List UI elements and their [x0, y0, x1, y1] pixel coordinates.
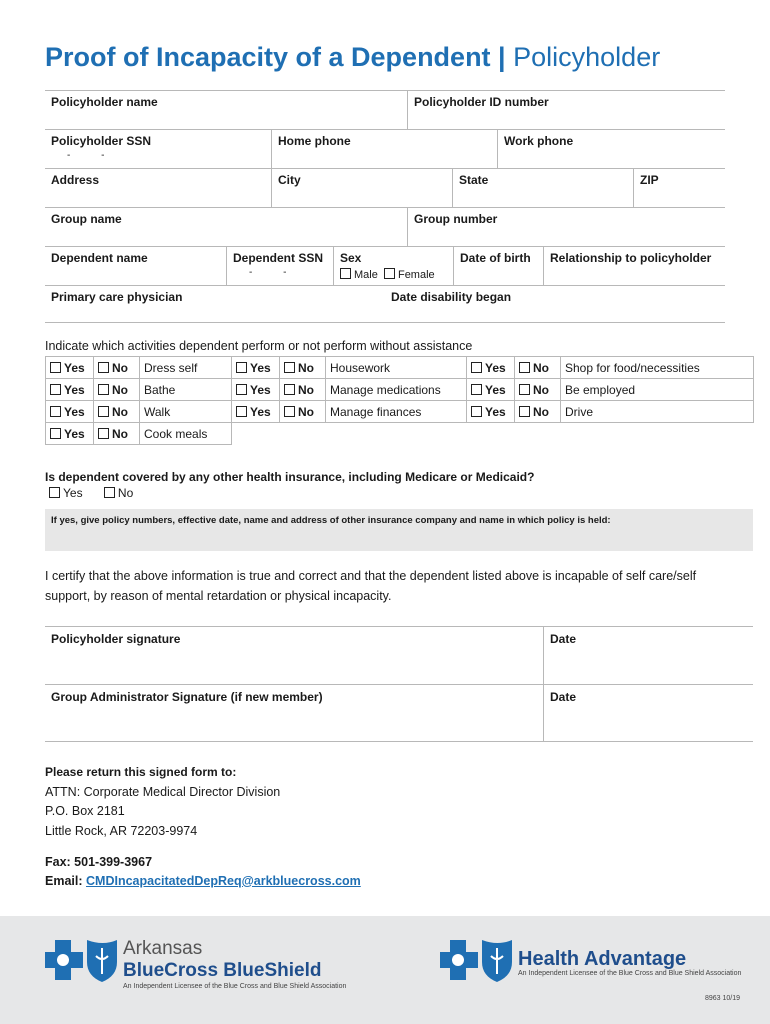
checkbox-icon [98, 428, 109, 439]
no-label: No [298, 360, 314, 375]
brand-bcbs-licensee: An Independent Licensee of the Blue Cross and Blue Shield Association [123, 983, 347, 990]
activity-label: Manage finances [326, 401, 467, 423]
date-of-birth-label: Date of birth [460, 251, 531, 265]
policyholder-signature-field[interactable] [45, 627, 543, 684]
signature-table [45, 626, 753, 742]
checkbox-icon [50, 406, 61, 417]
checkbox-icon [519, 384, 530, 395]
activity-no[interactable] [94, 357, 140, 379]
relationship-label: Relationship to policyholder [550, 251, 712, 265]
no-label: No [112, 360, 128, 375]
insurance-yes-option[interactable] [49, 486, 83, 500]
checkbox-icon [50, 428, 61, 439]
checkbox-icon [519, 362, 530, 373]
ssn-mask: - - [67, 150, 119, 161]
policyholder-ssn-label: Policyholder SSN [51, 134, 152, 148]
admin-date-label: Date [550, 690, 577, 704]
admin-date-field[interactable] [543, 685, 753, 741]
activities-intro: Indicate which activities dependent perform or not perform without assistance [45, 339, 473, 353]
activity-label: Dress self [140, 357, 232, 379]
activity-no[interactable] [515, 357, 561, 379]
yes-label: Yes [64, 360, 85, 375]
policyholder-signature-label: Policyholder signature [51, 632, 181, 646]
checkbox-icon [236, 362, 247, 373]
checkbox-icon [98, 384, 109, 395]
activity-no[interactable] [515, 401, 561, 423]
activity-no[interactable] [280, 357, 326, 379]
no-label: No [112, 426, 128, 441]
policyholder-id-label: Policyholder ID number [414, 95, 549, 109]
brand-ha-licensee: An Independent Licensee of the Blue Cross and Blue Shield Association [518, 970, 742, 977]
female-checkbox[interactable] [384, 268, 395, 279]
checkbox-icon [471, 362, 482, 373]
title-bold: Proof of Incapacity of a Dependent | [45, 42, 506, 72]
home-phone-field[interactable] [271, 130, 497, 168]
activity-yes[interactable] [232, 379, 280, 401]
activity-label: Manage medications [326, 379, 467, 401]
activities-table [45, 356, 754, 445]
activity-no[interactable] [94, 379, 140, 401]
yes-label: Yes [250, 382, 271, 397]
insurance-options [49, 486, 151, 500]
activity-yes[interactable] [232, 401, 280, 423]
no-label: No [533, 404, 549, 419]
relationship-field[interactable] [543, 247, 725, 285]
table-row [46, 401, 754, 423]
signature-date-field[interactable] [543, 627, 753, 684]
activity-label: Housework [326, 357, 467, 379]
certification-statement: I certify that the above information is true and correct and that the dependent listed above is incapable of self care/self support, by reason of mental retardation or physical incapacity. [45, 569, 697, 603]
address-label: Address [51, 173, 100, 187]
email-link[interactable]: CMDIncapacitatedDepReq@arkbluecross.com [86, 873, 361, 888]
checkbox-icon [50, 362, 61, 373]
return-address [45, 763, 280, 841]
return-line-2: P.O. Box 2181 [45, 804, 125, 818]
return-line-3: Little Rock, AR 72203-9974 [45, 823, 198, 838]
checkbox-icon [471, 384, 482, 395]
activity-yes[interactable] [46, 401, 94, 423]
no-label: No [112, 382, 128, 397]
date-disability-label: Date disability began [391, 290, 512, 304]
female-label: Female [397, 269, 435, 281]
city-field[interactable] [271, 169, 452, 207]
checkbox-icon [284, 362, 295, 373]
group-number-label: Group number [414, 212, 498, 226]
policyholder-info-table [45, 90, 725, 323]
other-insurance-details-field[interactable] [45, 509, 753, 551]
activity-yes[interactable] [46, 379, 94, 401]
checkbox-icon [519, 406, 530, 417]
insurance-yes-label: Yes [63, 486, 83, 500]
group-name-label: Group name [51, 212, 122, 226]
brand-bcbs: BlueCross BlueShield [123, 960, 322, 981]
sex-field [333, 247, 453, 285]
date-disability-field[interactable] [385, 286, 725, 322]
return-heading: Please return this signed form to: [45, 765, 237, 779]
activity-no[interactable] [280, 379, 326, 401]
activity-no[interactable] [94, 401, 140, 423]
yes-label: Yes [64, 382, 85, 397]
activity-yes[interactable] [232, 357, 280, 379]
table-row [46, 423, 754, 445]
yes-label: Yes [64, 404, 85, 419]
activity-label: Shop for food/necessities [561, 357, 754, 379]
page-title [45, 42, 660, 73]
no-label: No [533, 382, 549, 397]
date-of-birth-field[interactable] [453, 247, 543, 285]
male-label: Male [354, 269, 378, 281]
return-line-1: ATTN: Corporate Medical Director Division [45, 784, 281, 799]
table-row [46, 357, 754, 379]
brand-arkansas: Arkansas [123, 938, 203, 959]
group-number-field[interactable] [407, 208, 725, 246]
yes-label: Yes [485, 360, 506, 375]
state-label: State [459, 173, 489, 187]
footer [0, 916, 770, 1024]
checkbox-icon [98, 406, 109, 417]
signature-date-label: Date [550, 632, 577, 646]
activity-yes[interactable] [46, 423, 94, 445]
activity-yes[interactable] [467, 401, 515, 423]
empty-cell [232, 423, 754, 445]
zip-field[interactable] [633, 169, 725, 207]
title-light: Policyholder [513, 42, 661, 72]
activity-label: Walk [140, 401, 232, 423]
policyholder-ssn-field[interactable] [45, 130, 271, 168]
no-label: No [298, 404, 314, 419]
bcbs-logo-icon [45, 936, 119, 982]
activity-yes[interactable] [467, 379, 515, 401]
activity-no[interactable] [515, 379, 561, 401]
checkbox-icon [98, 362, 109, 373]
fax-number: Fax: 501-399-3967 [45, 855, 153, 869]
activity-no[interactable] [94, 423, 140, 445]
dependent-name-field[interactable] [45, 247, 226, 285]
no-label: No [298, 382, 314, 397]
checkbox-icon [49, 487, 60, 498]
activity-label: Cook meals [140, 423, 232, 445]
activity-label: Be employed [561, 379, 754, 401]
checkbox-icon [104, 487, 115, 498]
activity-no[interactable] [280, 401, 326, 423]
policyholder-name-field[interactable] [45, 91, 407, 129]
home-phone-label: Home phone [278, 134, 351, 148]
activity-yes[interactable] [46, 357, 94, 379]
policyholder-name-label: Policyholder name [51, 95, 158, 109]
dependent-ssn-field[interactable] [226, 247, 333, 285]
activity-label: Bathe [140, 379, 232, 401]
table-row [46, 379, 754, 401]
activity-label: Drive [561, 401, 754, 423]
no-label: No [112, 404, 128, 419]
yes-label: Yes [485, 404, 506, 419]
checkbox-icon [284, 384, 295, 395]
primary-care-field[interactable] [45, 286, 385, 322]
insurance-no-option[interactable] [104, 486, 133, 500]
primary-care-label: Primary care physician [51, 290, 183, 304]
address-field[interactable] [45, 169, 271, 207]
group-admin-signature-field[interactable] [45, 685, 543, 741]
city-label: City [278, 173, 301, 187]
checkbox-icon [236, 384, 247, 395]
email-label: Email: [45, 873, 83, 888]
state-field[interactable] [452, 169, 633, 207]
contact-info [45, 853, 361, 890]
zip-label: ZIP [640, 173, 659, 187]
insurance-question: Is dependent covered by any other health insurance, including Medicare or Medicaid? [45, 470, 535, 484]
male-checkbox[interactable] [340, 268, 351, 279]
yes-label: Yes [250, 360, 271, 375]
brand-health-advantage: Health Advantage [518, 948, 687, 970]
work-phone-label: Work phone [504, 134, 574, 148]
policyholder-id-field[interactable] [407, 91, 725, 129]
checkbox-icon [236, 406, 247, 417]
yes-label: Yes [485, 382, 506, 397]
health-advantage-logo-icon [440, 936, 514, 982]
work-phone-field[interactable] [497, 130, 725, 168]
dependent-ssn-mask: - - [249, 267, 301, 278]
yes-label: Yes [250, 404, 271, 419]
dependent-name-label: Dependent name [51, 251, 148, 265]
checkbox-icon [471, 406, 482, 417]
sex-label: Sex [340, 251, 362, 265]
group-name-field[interactable] [45, 208, 407, 246]
form-number: 8963 10/19 [705, 995, 741, 1002]
group-admin-signature-label: Group Administrator Signature (if new member) [51, 690, 323, 704]
no-label: No [533, 360, 549, 375]
yes-label: Yes [64, 426, 85, 441]
insurance-no-label: No [117, 486, 134, 500]
other-insurance-prompt: If yes, give policy numbers, effective date, name and address of other insurance company and name in which policy is held: [51, 515, 611, 526]
activity-yes[interactable] [467, 357, 515, 379]
checkbox-icon [50, 384, 61, 395]
dependent-ssn-label: Dependent SSN [233, 251, 324, 265]
checkbox-icon [284, 406, 295, 417]
